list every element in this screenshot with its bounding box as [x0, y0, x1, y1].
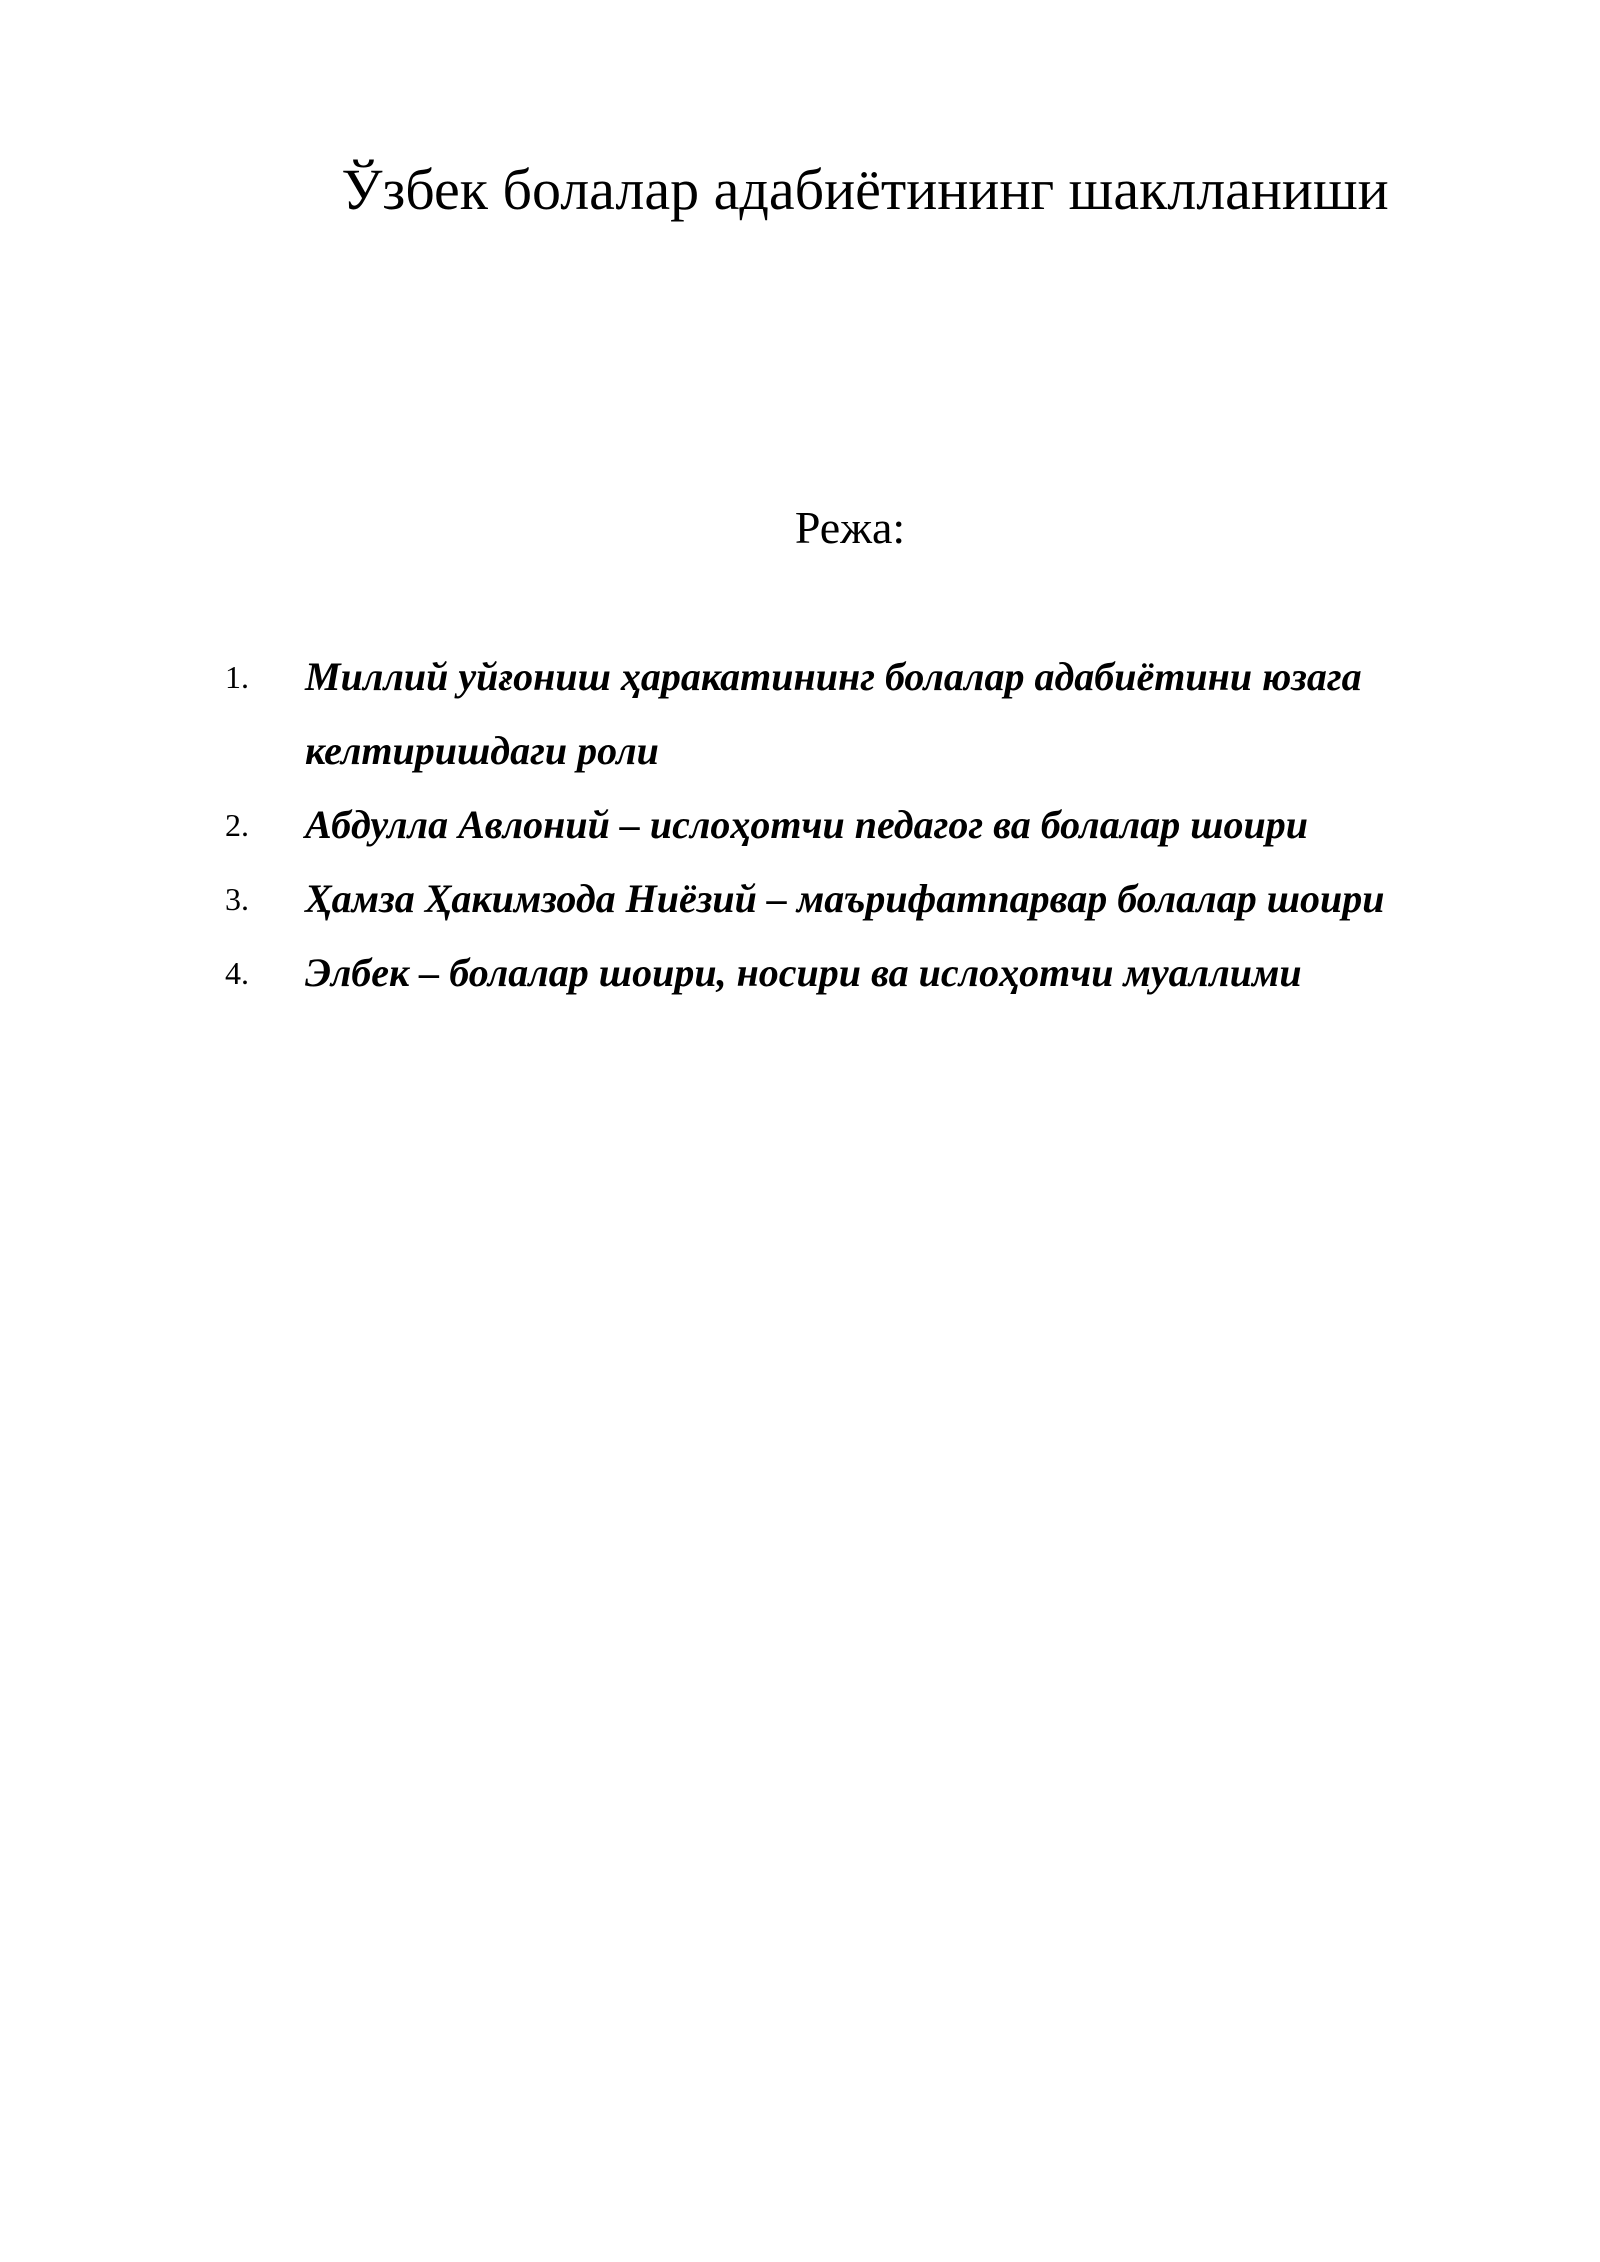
plan-item-number: 3.	[225, 881, 249, 917]
plan-item	[225, 788, 1495, 862]
plan-heading: Режа:	[794, 502, 906, 553]
plan-item	[225, 862, 1495, 936]
document-title: Ўзбек болалар адабиётининг шаклланиши	[341, 157, 1389, 222]
plan-item	[225, 936, 1495, 1010]
plan-list	[225, 640, 1495, 1010]
plan-item-number: 4.	[225, 955, 249, 991]
plan-item-text: Абдулла Авлоний – ислоҳотчи педагог ва болалар шоири	[305, 802, 1309, 847]
plan-item-number: 1.	[225, 659, 249, 695]
plan-item	[225, 640, 1495, 788]
plan-item-text: Миллий уйғониш ҳаракатининг болалар адабиётини юзага келтиришдаги роли	[305, 654, 1362, 773]
plan-item-text: Ҳамза Ҳакимзода Ниёзий – маърифатпарвар болалар шоири	[305, 876, 1385, 921]
plan-item-number: 2.	[225, 807, 249, 843]
plan-item-text: Элбек – болалар шоири, носири ва ислоҳотчи муаллими	[305, 950, 1302, 995]
